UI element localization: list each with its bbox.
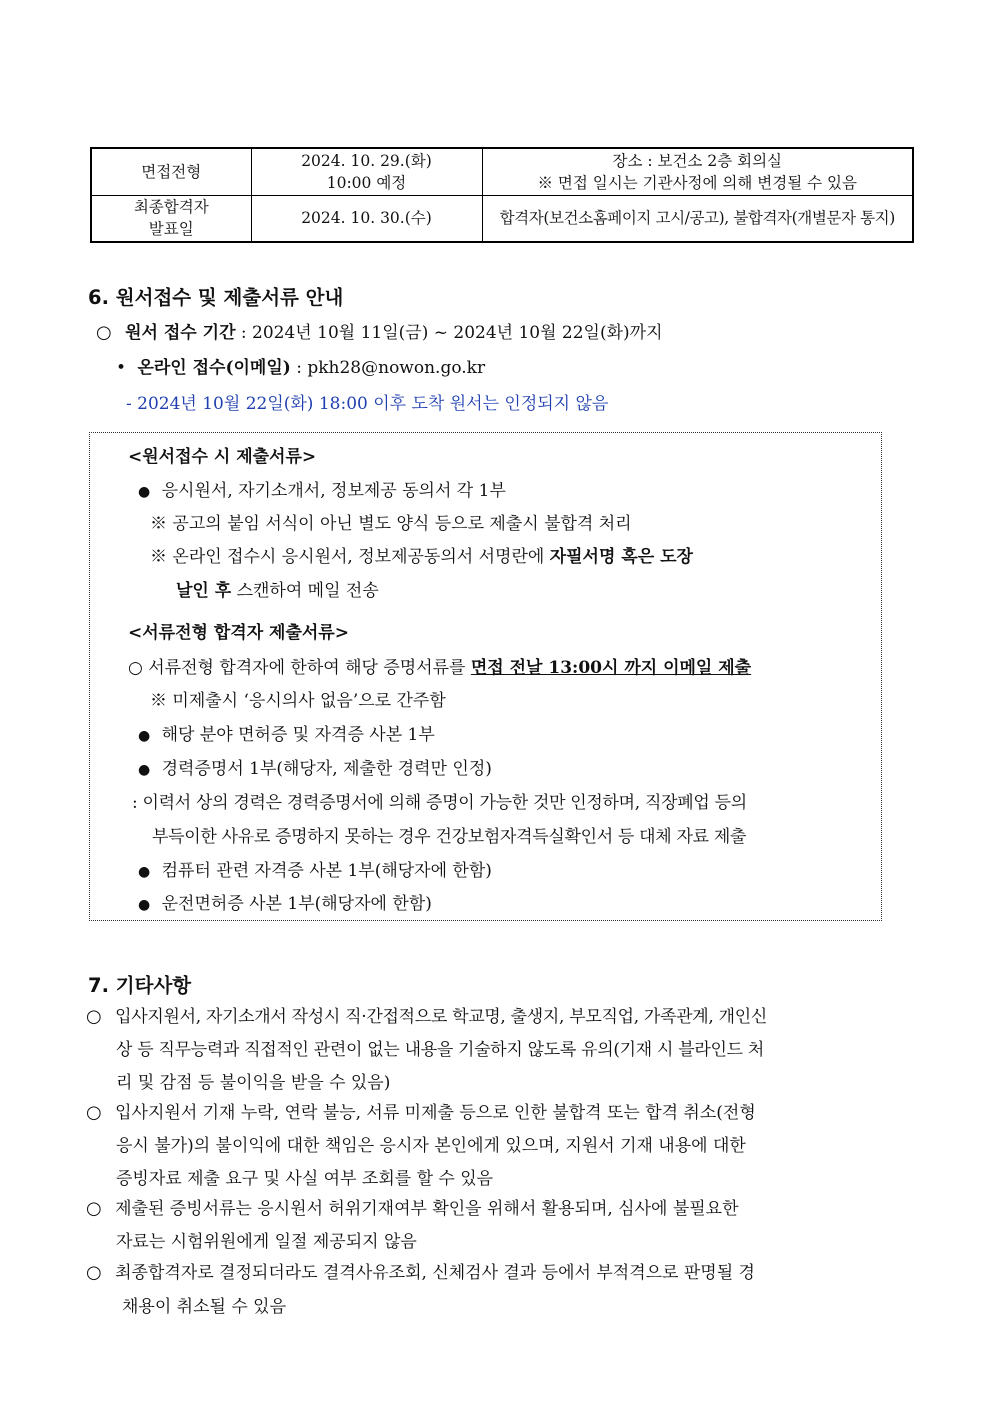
section-6-title: 6. 원서접수 및 제출서류 안내 bbox=[88, 286, 344, 309]
table-row bbox=[91, 195, 913, 242]
list-item: ○ 입사지원서, 자기소개서 작성시 직·간접적으로 학교명, 출생지, 부모직업, 가족관계, 개인신 bbox=[86, 1006, 767, 1027]
list-item-continued: 채용이 취소될 수 있음 bbox=[122, 1297, 287, 1317]
online-application-label: 온라인 접수(이메일) bbox=[137, 358, 291, 378]
note-line: : 이력서 상의 경력은 경력증명서에 의해 증명이 가능한 것만 인정하며, 직장폐업 등의 bbox=[132, 793, 747, 813]
list-item: ● 응시원서, 자기소개서, 정보제공 동의서 각 1부 bbox=[138, 481, 506, 501]
table-cell-note: 장소 : 보건소 2층 회의실 ※ 면접 일시는 기관사정에 의해 변경될 수 있음 bbox=[482, 148, 913, 195]
bullet-icon: ● bbox=[138, 762, 151, 778]
list-item: ● 경력증명서 1부(해당자, 제출한 경력만 인정) bbox=[138, 759, 492, 779]
list-item: ○ 최종합격자로 결정되더라도 결격사유조회, 신체검사 결과 등에서 부적격으로 판명될 경 bbox=[86, 1262, 755, 1283]
circle-marker: ○ bbox=[96, 322, 112, 343]
table-cell-date: 2024. 10. 30.(수) bbox=[251, 195, 482, 242]
list-item: ● 해당 분야 면허증 및 자격증 사본 1부 bbox=[138, 725, 435, 745]
note-line: ※ 온라인 접수시 응시원서, 정보제공동의서 서명란에 자필서명 혹은 도장 bbox=[150, 547, 693, 567]
list-item-continued: 자료는 시험위원에게 일절 제공되지 않음 bbox=[116, 1232, 417, 1252]
note-line: ※ 공고의 붙임 서식이 아닌 별도 양식 등으로 제출시 불합격 처리 bbox=[150, 514, 632, 534]
list-item: ○ 제출된 증빙서류는 응시원서 허위기재여부 확인을 위해서 활용되며, 심사에 불필요한 bbox=[86, 1198, 739, 1219]
table-cell-label: 최종합격자 발표일 bbox=[91, 195, 251, 242]
list-item: ● 컴퓨터 관련 자격증 사본 1부(해당자에 한함) bbox=[138, 861, 492, 881]
table-row bbox=[91, 148, 913, 195]
application-period-label: 원서 접수 기간 bbox=[125, 323, 236, 343]
bullet-icon: ● bbox=[138, 728, 151, 744]
table-cell-date: 2024. 10. 29.(화) 10:00 예정 bbox=[251, 148, 482, 195]
list-item: ● 운전면허증 사본 1부(해당자에 한함) bbox=[138, 894, 432, 914]
online-application bbox=[116, 353, 485, 378]
schedule-table bbox=[90, 147, 914, 243]
bullet-icon: ● bbox=[138, 484, 151, 500]
box-heading-document-pass: <서류전형 합격자 제출서류> bbox=[128, 623, 349, 643]
list-item-continued: 상 등 직무능력과 직접적인 관련이 없는 내용을 기술하지 않도록 유의(기재 시 블라인드 처 bbox=[116, 1040, 764, 1060]
circle-marker: ○ bbox=[86, 1262, 102, 1283]
note-line-continued: 부득이한 사유로 증명하지 못하는 경우 건강보험자격득실확인서 등 대체 자료 제출 bbox=[152, 827, 747, 847]
circle-marker: ○ bbox=[86, 1102, 102, 1123]
online-application-email: : pkh28@nowon.go.kr bbox=[290, 358, 486, 378]
box-heading-application-docs: <원서접수 시 제출서류> bbox=[128, 447, 317, 467]
bullet-icon: ● bbox=[138, 897, 151, 913]
list-item-continued: 증빙자료 제출 요구 및 사실 여부 조회를 할 수 있음 bbox=[116, 1169, 494, 1189]
table-cell-note: 합격자(보건소홈페이지 고시/공고), 불합격자(개별문자 통지) bbox=[482, 195, 913, 242]
circle-marker: ○ bbox=[86, 1198, 102, 1219]
list-item-continued: 리 및 감점 등 불이익을 받을 수 있음) bbox=[116, 1073, 391, 1093]
application-period-value: : 2024년 10월 11일(금) ~ 2024년 10월 22일(화)까지 bbox=[235, 323, 663, 343]
bullet-icon: ● bbox=[138, 864, 151, 880]
list-item: ○ 입사지원서 기재 누락, 연락 불능, 서류 미제출 등으로 인한 불합격 또는 합격 취소(전형 bbox=[86, 1102, 756, 1123]
note-line: ※ 미제출시 ‘응시의사 없음’으로 간주함 bbox=[150, 691, 446, 711]
note-line-continued: 날인 후 스캔하여 메일 전송 bbox=[176, 581, 379, 601]
circle-item: ○ 서류전형 합격자에 한하여 해당 증명서류를 면접 전날 13:00시 까지 이메일 제출 bbox=[128, 658, 752, 678]
application-period bbox=[96, 318, 663, 343]
table-cell-label: 면접전형 bbox=[91, 148, 251, 195]
circle-marker: ○ bbox=[86, 1006, 102, 1027]
list-item-continued: 응시 불가)의 불이익에 대한 책임은 응시자 본인에게 있으며, 지원서 기재 내용에 대한 bbox=[116, 1136, 746, 1156]
bullet-marker: • bbox=[116, 358, 127, 378]
section-7-title: 7. 기타사항 bbox=[88, 974, 192, 997]
deadline-note: - 2024년 10월 22일(화) 18:00 이후 도착 원서는 인정되지 않음 bbox=[126, 394, 609, 414]
